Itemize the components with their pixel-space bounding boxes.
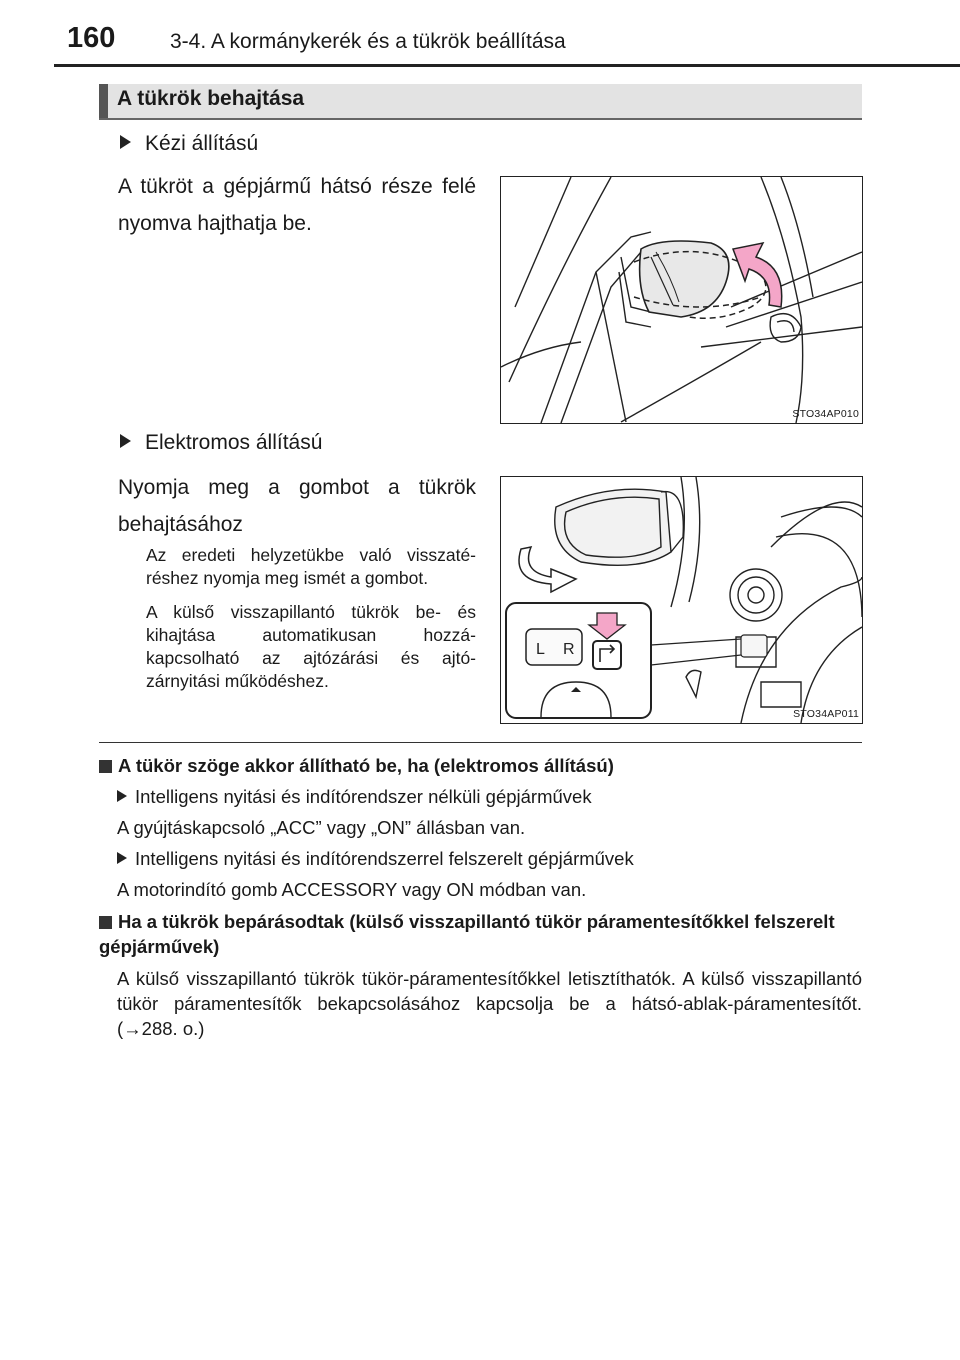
notes-divider	[99, 742, 862, 743]
figure-id: STO34AP010	[792, 408, 859, 420]
triangle-bullet-icon	[117, 790, 127, 802]
switch-label-l: L	[536, 641, 545, 658]
electric-heading	[120, 431, 322, 455]
mirror-fold-button	[593, 641, 621, 669]
electric-text: Nyomja meg a gombot a tükrök behajtásához	[118, 476, 476, 536]
note-angle-sub1	[117, 784, 592, 809]
header-divider	[54, 64, 960, 67]
square-bullet-icon	[99, 916, 112, 929]
page-reference-arrow-icon: →	[123, 1018, 142, 1039]
triangle-bullet-icon	[120, 135, 131, 149]
note-angle-sub2-text: Intelligens nyitási és indítórendszerrel felszerelt gépjárművek	[135, 848, 634, 869]
manual-fold-figure	[500, 176, 863, 424]
mirror-glass-shape	[555, 489, 671, 565]
note-defog-text	[117, 966, 862, 1041]
note-angle-sub2	[117, 846, 634, 871]
electric-note-2: A külső visszapillantó tükrök be- és kihajtása automatikusan hozzá-kapcsolható az ajtózárási és ajtó-zárnyitási működéshez.	[146, 602, 476, 691]
section-accent	[99, 84, 108, 118]
triangle-bullet-icon	[120, 434, 131, 448]
note-defog-heading	[99, 909, 862, 959]
page-number: 160	[67, 22, 116, 54]
note-defog-heading-text: Ha a tükrök bepárásodtak (külső visszapillantó tükör páramentesítőkkel felszerelt gépjárművek)	[99, 911, 835, 957]
note-angle-text2: A motorindító gomb ACCESSORY vagy ON módban van.	[117, 879, 587, 900]
note-angle-heading	[99, 753, 862, 778]
defog-text-before: A külső visszapillantó tükrök tükör-páramentesítőkkel letisztíthatók. A külső visszapillantó tükör páramentesítők bekapcsolásához kapcsolja be a hátsó-ablak-páramentesítőt. (	[117, 968, 862, 1039]
electric-note-1: Az eredeti helyzetükbe való visszaté-réshez nyomja meg ismét a gombot.	[146, 545, 476, 588]
note-angle-heading-text: A tükör szöge akkor állítható be, ha (elektromos állítású)	[118, 755, 614, 776]
section-heading	[99, 84, 862, 120]
figure-id: STO34AP011	[793, 708, 859, 720]
manual-text: A tükröt a gépjármű hátsó része felé nyomva hajthatja be.	[118, 175, 476, 235]
chapter-title: 3-4. A kormánykerék és a tükrök beállítása	[170, 30, 566, 53]
page-reference-link[interactable]: 288. o.)	[141, 1018, 205, 1039]
section-title: A tükrök behajtása	[117, 87, 305, 110]
electric-heading-label: Elektromos állítású	[145, 431, 323, 454]
triangle-bullet-icon	[117, 852, 127, 864]
square-bullet-icon	[99, 760, 112, 773]
manual-heading	[120, 132, 258, 156]
dashboard-switch-illustration	[501, 477, 862, 723]
manual-heading-label: Kézi állítású	[145, 132, 259, 155]
switch-label-r: R	[563, 641, 575, 658]
note-angle-text1: A gyújtáskapcsoló „ACC” vagy „ON” állásban van.	[117, 817, 526, 838]
dash-switch-small	[741, 635, 767, 657]
mirror-fold-illustration	[501, 177, 862, 423]
electric-fold-figure	[500, 476, 863, 724]
note-angle-sub1-text: Intelligens nyitási és indítórendszer nélküli gépjárművek	[135, 786, 592, 807]
